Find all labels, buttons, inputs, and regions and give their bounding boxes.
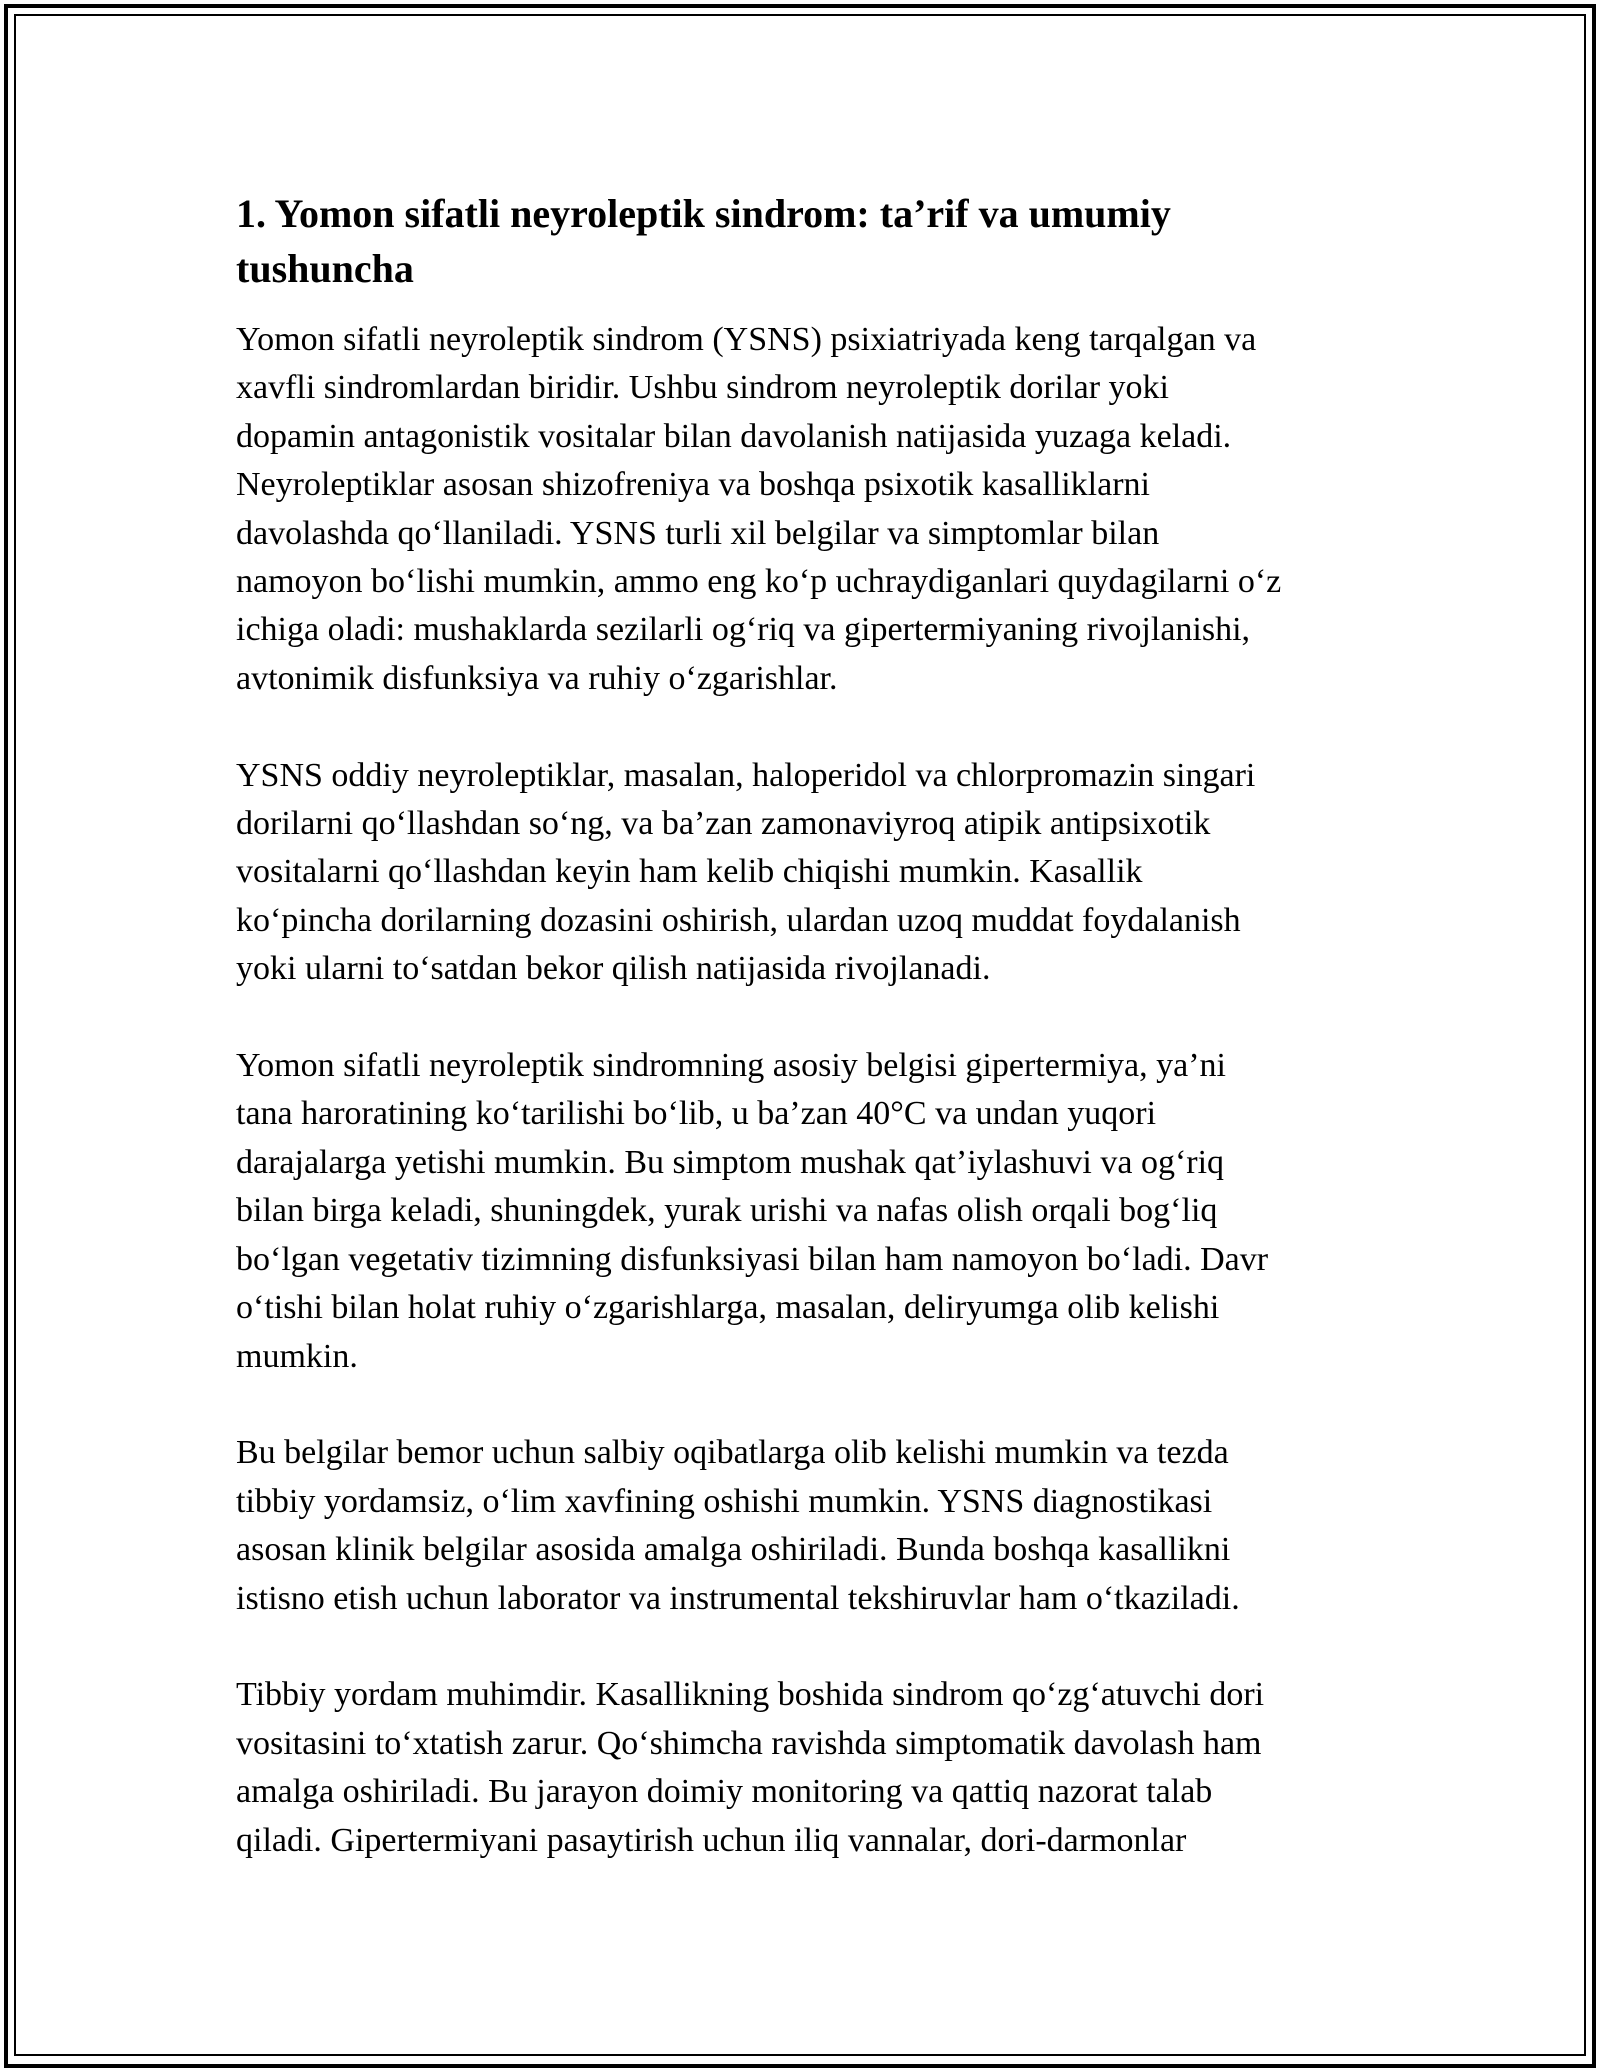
paragraph-2: YSNS oddiy neyroleptiklar, masalan, haloperidol va chlorpromazin singari dorilarni qo‘llashdan so‘ng, va ba’zan zamonaviyroq atipik antipsixotik vositalarni qo‘llashdan keyin ham kelib chiqishi mumkin. Kasallik ko‘pincha dorilarning dozasini oshirish, ulardan uzoq muddat foydalanish yoki ularni to‘satdan bekor qilish natijasida rivojlanadi. — [236, 756, 1256, 988]
paragraph-4: Bu belgilar bemor uchun salbiy oqibatlarga olib kelishi mumkin va tezda tibbiy yordamsiz, o‘lim xavfining oshishi mumkin. YSNS diagnostikasi asosan klinik belgilar asosida amalga oshiriladi. Bunda boshqa kasallikni istisno etish uchun laborator va instrumental tekshiruvlar ham o‘tkaziladi. — [236, 1434, 1240, 1617]
paragraph-1: Yomon sifatli neyroleptik sindrom (YSNS) psixiatriyada keng tarqalgan va xavfli sindromlardan biridir. Ushbu sindrom neyroleptik dorilar yoki dopamin antagonistik vositalar bilan davolanish natijasida yuzaga keladi. Neyroleptiklar asosan shizofreniya va boshqa psixotik kasalliklarni davolashda qo‘llaniladi. YSNS turli xil belgilar va simptomlar bilan namoyon bo‘lishi mumkin, ammo eng ko‘p uchraydiganlari quydagilarni o‘z ichiga oladi: mushaklarda sezilarli og‘riq va gipertermiyaning rivojlanishi, avtonimik disfunksiya va ruhiy o‘zgarishlar. — [236, 321, 1282, 697]
document-body — [236, 186, 1376, 1913]
paragraph-5: Tibbiy yordam muhimdir. Kasallikning boshida sindrom qo‘zg‘atuvchi dori vositasini to‘xtatish zarur. Qo‘shimcha ravishda simptomatik davolash ham amalga oshiriladi. Bu jarayon doimiy monitoring va qattiq nazorat talab qiladi. Gipertermiyani pasaytirish uchun iliq vannalar, dori-darmonlar — [236, 1676, 1265, 1859]
section-heading: 1. Yomon sifatli neyroleptik sindrom: ta’rif va umumiy tushuncha — [236, 191, 1171, 291]
paragraph-3: Yomon sifatli neyroleptik sindromning asosiy belgisi gipertermiya, ya’ni tana haroratining ko‘tarilishi bo‘lib, u ba’zan 40°C va undan yuqori darajalarga yetishi mumkin. Bu simptom mushak qat’iylashuvi va og‘riq bilan birga keladi, shuningdek, yurak urishi va nafas olish orqali bog‘liq bo‘lgan vegetativ tizimning disfunksiyasi bilan ham namoyon bo‘ladi. Davr o‘tishi bilan holat ruhiy o‘zgarishlarga, masalan, deliryumga olib kelishi mumkin. — [236, 1047, 1269, 1375]
